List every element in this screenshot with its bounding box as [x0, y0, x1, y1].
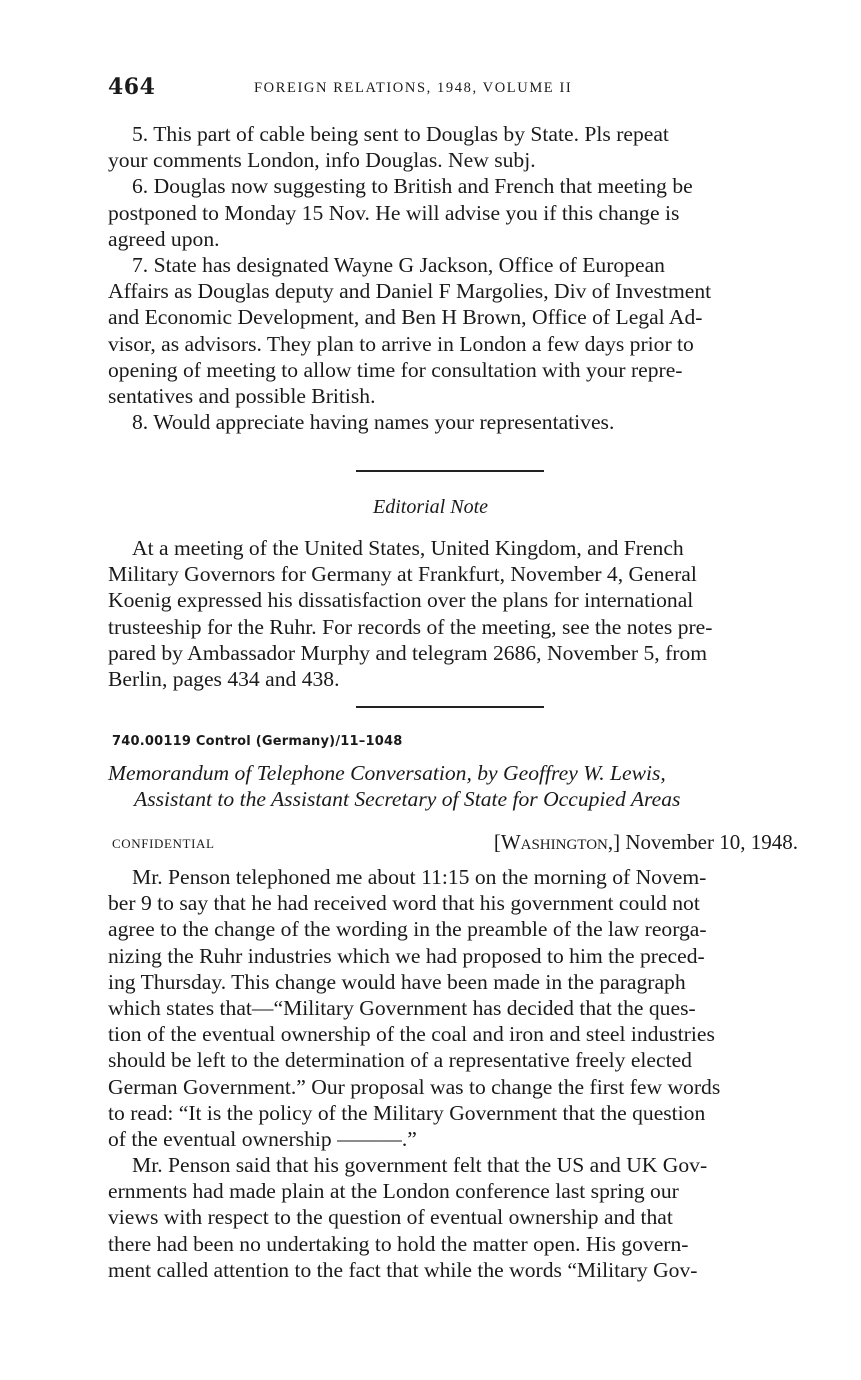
cable-line: 6. Douglas now suggesting to British and French that meeting be	[132, 174, 693, 199]
memo-line: ing Thursday. This change would have been made in the paragraph	[108, 969, 686, 994]
section-divider	[356, 470, 544, 472]
page-number: 464	[108, 74, 156, 100]
page-header	[108, 74, 798, 104]
memo-line: German Government.” Our proposal was to change the first few words	[108, 1074, 721, 1099]
memo-line: there had been no undertaking to hold the matter open. His govern-	[108, 1231, 689, 1256]
cable-line: 5. This part of cable being sent to Douglas by State. Pls repeat	[132, 122, 669, 146]
cable-line: 7. State has designated Wayne G Jackson, Office of European	[132, 252, 665, 277]
cable-items	[108, 121, 800, 435]
memo-line: ernments had made plain at the London conference last spring our	[108, 1179, 679, 1204]
memo-line: ment called attention to the fact that while the words “Military Gov-	[108, 1257, 698, 1282]
memo-line: Mr. Penson said that his government felt that the US and UK Gov-	[132, 1153, 708, 1178]
editorial-line: Berlin, pages 434 and 438.	[108, 666, 340, 691]
classification-row	[112, 830, 798, 858]
section-divider	[356, 706, 544, 708]
dateline	[494, 830, 798, 855]
cable-line: and Economic Development, and Ben H Brown, Office of Legal Ad-	[108, 305, 703, 330]
memo-line: agree to the change of the wording in the preamble of the law reorga-	[108, 917, 707, 942]
file-number: 740.00119 Control (Germany)/11–1048	[112, 734, 403, 749]
editorial-line: At a meeting of the United States, United Kingdom, and French	[132, 536, 684, 560]
editorial-line: Koenig expressed his dissatisfaction over the plans for international	[108, 588, 694, 613]
editorial-note-body	[108, 535, 800, 692]
cable-line: postponed to Monday 15 Nov. He will advise you if this change is	[108, 200, 680, 225]
memo-line: should be left to the determination of a representative freely elected	[108, 1048, 692, 1073]
dateline-date: November 10, 1948.	[620, 830, 798, 854]
editorial-line: pared by Ambassador Murphy and telegram 2686, November 5, from	[108, 640, 708, 665]
editorial-note-title: Editorial Note	[373, 496, 488, 518]
classification-label: CONFIDENTIAL	[112, 836, 215, 851]
cable-line: sentatives and possible British.	[108, 383, 376, 408]
memo-line: nizing the Ruhr industries which we had proposed to him the preced-	[108, 943, 705, 968]
cable-line: visor, as advisors. They plan to arrive in London a few days prior to	[108, 331, 694, 356]
memo-line: to read: “It is the policy of the Military Government that the question	[108, 1100, 706, 1125]
dateline-place: Washington	[500, 830, 608, 854]
memo-line: which states that—“Military Government has decided that the ques-	[108, 995, 696, 1020]
running-head: FOREIGN RELATIONS, 1948, VOLUME II	[254, 80, 573, 96]
dateline-bracket: ,]	[607, 830, 621, 854]
memo-title-line: Assistant to the Assistant Secretary of State for Occupied Areas	[134, 787, 681, 811]
cable-line: opening of meeting to allow time for consultation with your repre-	[108, 357, 683, 382]
dateline-bracket: [	[493, 830, 501, 854]
cable-line: 8. Would appreciate having names your representatives.	[132, 410, 615, 435]
memo-title-line: Memorandum of Telephone Conversation, by Geoffrey W. Lewis,	[108, 761, 666, 785]
memo-title	[108, 760, 800, 812]
memo-line: tion of the eventual ownership of the coal and iron and steel industries	[108, 1022, 715, 1047]
cable-line: your comments London, info Douglas. New subj.	[108, 148, 536, 173]
memo-line: Mr. Penson telephoned me about 11:15 on the morning of Novem-	[132, 865, 707, 889]
cable-line: Affairs as Douglas deputy and Daniel F Margolies, Div of Investment	[108, 279, 712, 304]
editorial-line: Military Governors for Germany at Frankfurt, November 4, General	[108, 562, 697, 587]
memo-body	[108, 864, 800, 1283]
editorial-line: trusteeship for the Ruhr. For records of the meeting, see the notes pre-	[108, 614, 713, 639]
memo-line: of the eventual ownership ———.”	[108, 1126, 417, 1151]
memo-line: views with respect to the question of eventual ownership and that	[108, 1205, 673, 1230]
memo-line: ber 9 to say that he had received word that his government could not	[108, 891, 700, 916]
cable-line: agreed upon.	[108, 226, 220, 251]
